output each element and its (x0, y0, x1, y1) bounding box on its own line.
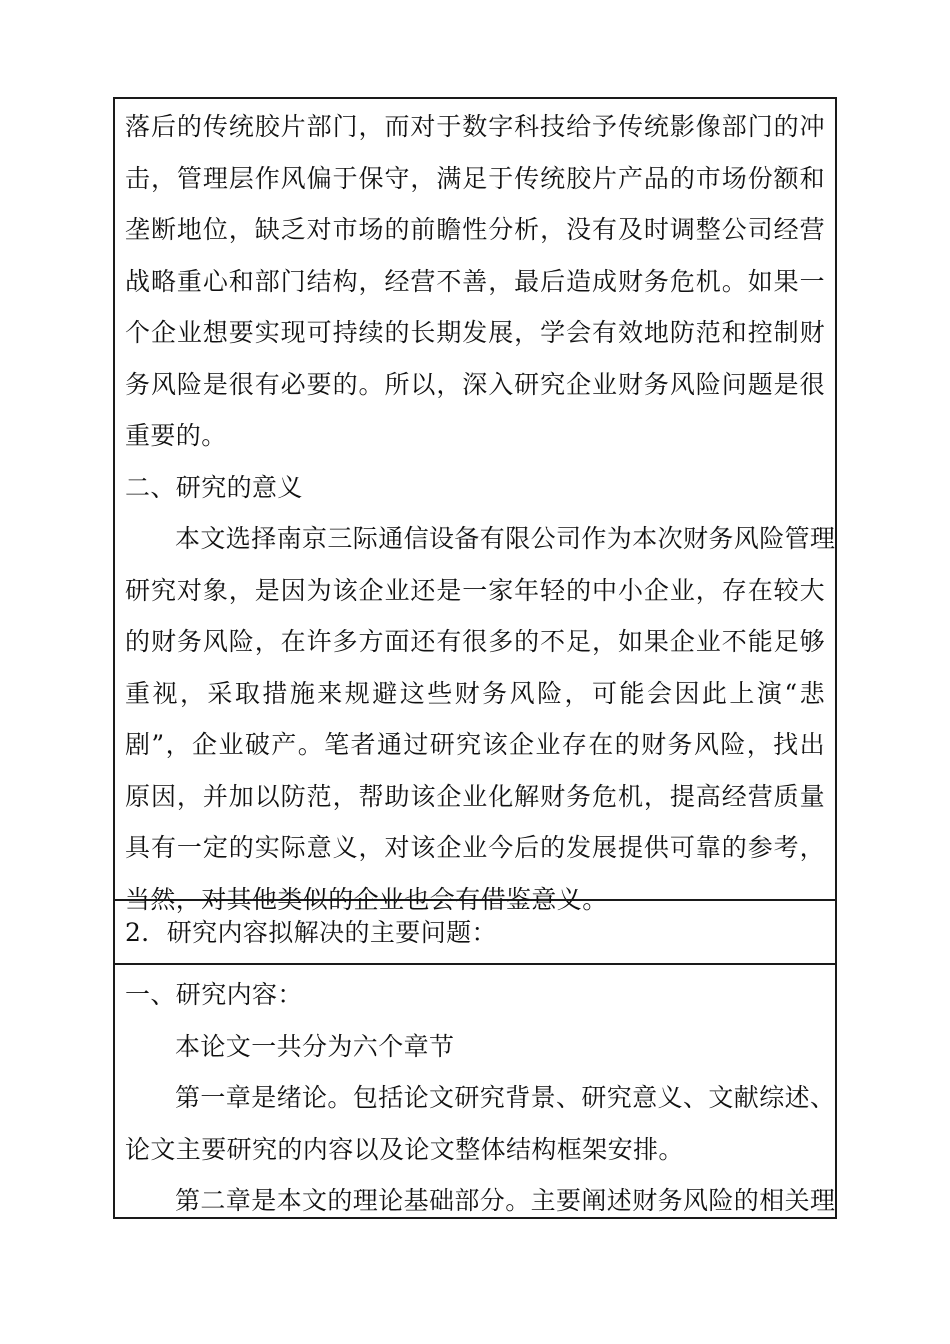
text-line: 击，管理层作风偏于保守，满足于传统胶片产品的市场份额和 (125, 163, 825, 193)
text-line: 垄断地位，缺乏对市场的前瞻性分析，没有及时调整公司经营 (125, 215, 825, 244)
section-heading-content: 一、研究内容： (125, 980, 303, 1009)
section-heading-significance: 二、研究的意义 (125, 472, 303, 502)
proposal-table (113, 97, 837, 1219)
text-line: 具有一定的实际意义，对该企业今后的发展提供可靠的参考， (125, 833, 825, 862)
text-line: 重视，采取措施来规避这些财务风险，可能会因此上演“悲 (125, 678, 825, 708)
text-line: 务风险是很有必要的。所以，深入研究企业财务风险问题是很 (125, 369, 825, 399)
research-content-cell (115, 963, 835, 1217)
text-line: 研究对象，是因为该企业还是一家年轻的中小企业，存在较大 (125, 575, 825, 605)
text-line: 剧”，企业破产。笔者通过研究该企业存在的财务风险，找出 (125, 730, 825, 759)
text-line: 当然，对其他类似的企业也会有借鉴意义。 (125, 884, 608, 914)
text-line: 落后的传统胶片部门，而对于数字科技给予传统影像部门的冲 (125, 112, 825, 141)
text-line: 本论文一共分为六个章节 (175, 1031, 455, 1061)
text-line: 的财务风险，在许多方面还有很多的不足，如果企业不能足够 (125, 627, 825, 656)
text-line: 第二章是本文的理论基础部分。主要阐述财务风险的相关理 (175, 1186, 836, 1215)
text-line: 第一章是绪论。包括论文研究背景、研究意义、文献综述、 (175, 1083, 836, 1112)
research-content-title-cell (115, 899, 835, 963)
text-line: 本文选择南京三际通信设备有限公司作为本次财务风险管理 (175, 524, 836, 553)
section-title: 2．研究内容拟解决的主要问题： (125, 918, 497, 947)
background-and-significance-cell (115, 99, 836, 914)
text-line: 个企业想要实现可持续的长期发展，学会有效地防范和控制财 (125, 318, 825, 347)
text-line: 论文主要研究的内容以及论文整体结构框架安排。 (125, 1134, 684, 1164)
text-line: 重要的。 (125, 421, 227, 450)
text-line: 战略重心和部门结构，经营不善，最后造成财务危机。如果一 (125, 266, 825, 296)
text-line: 原因，并加以防范，帮助该企业化解财务危机，提高经营质量 (125, 781, 825, 811)
